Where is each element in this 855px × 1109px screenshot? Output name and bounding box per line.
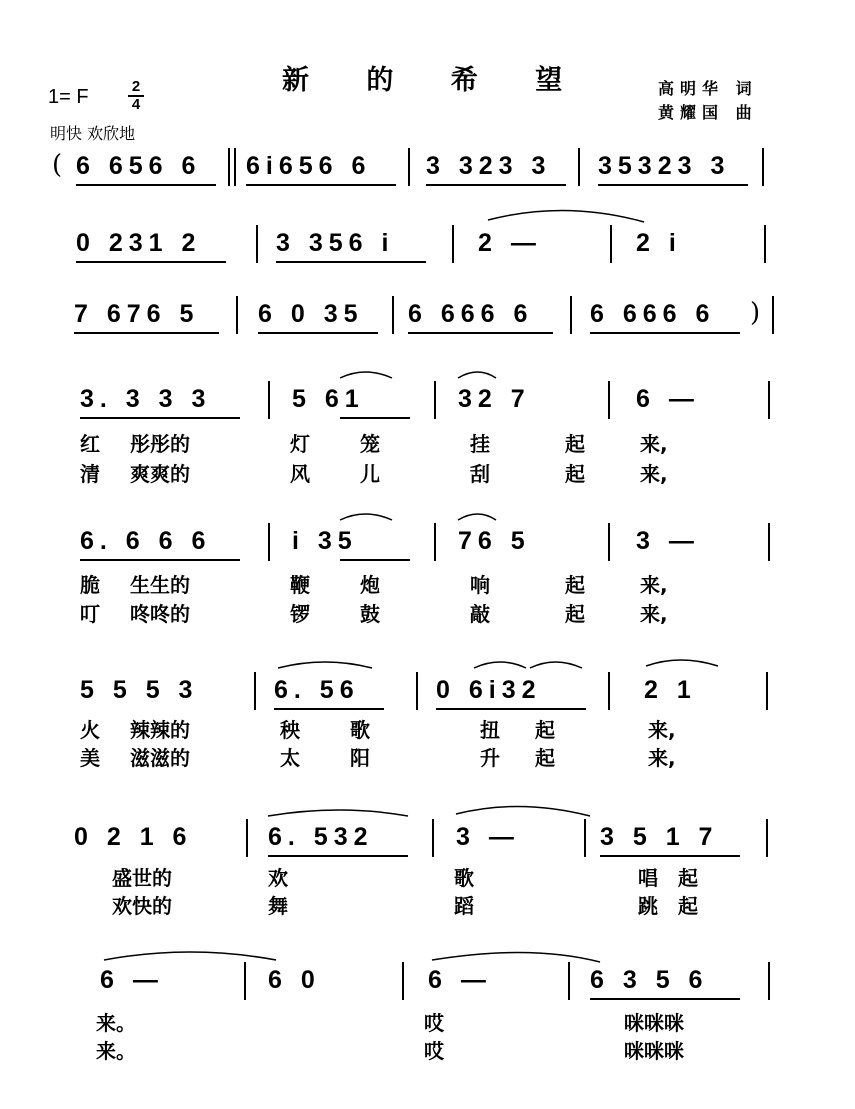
- beam: [246, 184, 396, 186]
- lyric-line: [0, 458, 855, 484]
- measure: 6 —: [636, 385, 700, 413]
- slur: [340, 514, 392, 520]
- lyric-syllable: 起: [565, 573, 585, 597]
- barline: [768, 523, 770, 561]
- lyric-syllable: 来,: [640, 573, 668, 597]
- staff-row-7: [0, 823, 855, 863]
- slur: [340, 372, 392, 378]
- staff-row-4: [0, 385, 855, 425]
- lyric-syllable: 太: [280, 746, 300, 770]
- lyric-syllable: 起: [535, 718, 555, 742]
- lyric-syllable: 刮: [470, 462, 490, 486]
- lyric-syllable: 风: [290, 462, 310, 486]
- measure: 0 231 2: [76, 229, 202, 257]
- barline: [764, 225, 766, 263]
- lyric-line: [0, 862, 855, 888]
- lyric-syllable: 来,: [640, 432, 668, 456]
- lyric-syllable: 生生的: [130, 573, 190, 597]
- staff-row-8: [0, 966, 855, 1006]
- barline: [766, 672, 768, 710]
- measure: i 35: [292, 527, 358, 555]
- repeat-paren-open: (: [52, 150, 63, 180]
- lyric-syllable: 滋滋的: [130, 746, 190, 770]
- slur: [432, 952, 600, 962]
- lyric-syllable: 脆: [80, 573, 100, 597]
- beam: [274, 708, 384, 710]
- lyric-syllable: 咪咪咪: [624, 1039, 684, 1063]
- beam: [340, 417, 410, 419]
- key-signature: 1= F: [48, 86, 89, 108]
- slur: [646, 660, 718, 666]
- staff-row-1: [0, 152, 855, 192]
- measure: 6 666 6: [590, 300, 716, 328]
- lyric-syllable: 唱: [638, 866, 658, 890]
- staff-row-5: [0, 527, 855, 567]
- measure: 6. 532: [268, 823, 374, 851]
- barline: [610, 225, 612, 263]
- lyric-syllable: 炮: [360, 573, 380, 597]
- lyric-syllable: 清: [80, 462, 100, 486]
- barline: [766, 819, 768, 857]
- beam: [340, 559, 410, 561]
- beam: [590, 332, 740, 334]
- barline: [402, 962, 404, 1000]
- lyric-syllable: 来,: [648, 718, 676, 742]
- lyric-syllable: 哎: [424, 1011, 444, 1035]
- barline: [584, 819, 586, 857]
- lyric-syllable: 挂: [470, 432, 490, 456]
- measure: 2 i: [636, 229, 682, 257]
- measure: 5 61: [292, 385, 365, 413]
- barline: [570, 296, 572, 334]
- beam: [436, 708, 586, 710]
- barline: [408, 148, 410, 186]
- slur: [474, 662, 526, 668]
- measure: 5 5 5 3: [80, 676, 199, 704]
- beam: [76, 261, 226, 263]
- lyric-syllable: 蹈: [454, 894, 474, 918]
- barline: [244, 962, 246, 1000]
- lyric-syllable: 美: [80, 746, 100, 770]
- lyric-syllable: 彤彤的: [130, 432, 190, 456]
- lyric-syllable: 秧: [280, 718, 300, 742]
- lyric-syllable: 起: [565, 432, 585, 456]
- barline: [416, 672, 418, 710]
- slur: [456, 806, 590, 816]
- barline: [236, 296, 238, 334]
- lyric-syllable: 咚咚的: [130, 602, 190, 626]
- lyric-line: [0, 569, 855, 595]
- measure: 0 6i32: [436, 676, 542, 704]
- measure: 6. 6 6 6: [80, 527, 212, 555]
- lyric-syllable: 来,: [640, 602, 668, 626]
- measure: 6 666 6: [408, 300, 534, 328]
- lyric-syllable: 来,: [648, 746, 676, 770]
- lyric-syllable: 儿: [360, 462, 380, 486]
- barline: [578, 148, 580, 186]
- barline: [228, 148, 230, 186]
- lyric-line: [0, 714, 855, 740]
- slur: [458, 372, 496, 378]
- lyric-syllable: 盛世的: [112, 866, 172, 890]
- barline: [762, 148, 764, 186]
- lyric-syllable: 响: [470, 573, 490, 597]
- lyric-syllable: 叮: [80, 602, 100, 626]
- beam: [276, 261, 426, 263]
- measure: 2 —: [478, 229, 542, 257]
- beam: [598, 184, 748, 186]
- lyric-syllable: 跳: [638, 894, 658, 918]
- lyric-syllable: 灯: [290, 432, 310, 456]
- lyric-syllable: 咪咪咪: [624, 1011, 684, 1035]
- lyric-line: [0, 428, 855, 454]
- measure: 3 356 i: [276, 229, 395, 257]
- measure: 6. 56: [274, 676, 360, 704]
- barline: [434, 523, 436, 561]
- lyric-syllable: 红: [80, 432, 100, 456]
- barline: [568, 962, 570, 1000]
- barline: [246, 819, 248, 857]
- lyric-syllable: 舞: [268, 894, 288, 918]
- lyric-syllable: 笼: [360, 432, 380, 456]
- barline: [768, 962, 770, 1000]
- lyricist-credit: 高明华 词: [658, 79, 758, 98]
- measure: 3 323 3: [426, 152, 552, 180]
- beam: [600, 855, 740, 857]
- time-signature-bottom: 4: [131, 96, 141, 113]
- lyric-syllable: 来。: [96, 1039, 136, 1063]
- lyric-line: [0, 890, 855, 916]
- lyric-syllable: 扭: [480, 718, 500, 742]
- beam: [426, 184, 566, 186]
- measure: 6 0 35: [258, 300, 364, 328]
- lyric-syllable: 欢快的: [112, 894, 172, 918]
- measure: 76 5: [458, 527, 531, 555]
- measure: 3 —: [456, 823, 520, 851]
- measure: 32 7: [458, 385, 531, 413]
- lyric-line: [0, 1007, 855, 1033]
- measure: 6 —: [428, 966, 492, 994]
- beam: [590, 998, 740, 1000]
- lyric-line: [0, 1035, 855, 1061]
- lyric-syllable: 鼓: [360, 602, 380, 626]
- measure: 2 1: [644, 676, 697, 704]
- lyric-syllable: 敲: [470, 602, 490, 626]
- lyric-syllable: 起: [678, 894, 698, 918]
- staff-row-6: [0, 676, 855, 716]
- lyric-syllable: 歌: [350, 718, 370, 742]
- repeat-paren-close: ): [750, 298, 761, 328]
- staff-row-3: [0, 300, 855, 340]
- beam: [258, 332, 378, 334]
- measure: 6 —: [100, 966, 164, 994]
- lyric-syllable: 起: [535, 746, 555, 770]
- beam: [80, 559, 240, 561]
- beam: [74, 332, 219, 334]
- measure: 6i656 6: [246, 152, 372, 180]
- lyric-syllable: 辣辣的: [130, 718, 190, 742]
- lyric-syllable: 爽爽的: [130, 462, 190, 486]
- barline: [268, 523, 270, 561]
- tempo-marking: 明快 欢欣地: [50, 124, 136, 143]
- barline: [392, 296, 394, 334]
- lyric-syllable: 起: [678, 866, 698, 890]
- measure: 6 656 6: [76, 152, 202, 180]
- lyric-syllable: 鞭: [290, 573, 310, 597]
- barline: [254, 672, 256, 710]
- lyric-syllable: 火: [80, 718, 100, 742]
- measure: 3 5 1 7: [600, 823, 719, 851]
- beam: [268, 855, 408, 857]
- barline: [256, 225, 258, 263]
- lyric-syllable: 起: [565, 602, 585, 626]
- barline: [434, 381, 436, 419]
- slur: [278, 662, 372, 668]
- measure: 6 3 5 6: [590, 966, 709, 994]
- beam: [408, 332, 553, 334]
- barline: [432, 819, 434, 857]
- barline: [608, 672, 610, 710]
- time-signature-top: 2: [131, 78, 141, 95]
- song-title: 新 的 希 望: [282, 65, 587, 96]
- lyric-syllable: 锣: [290, 602, 310, 626]
- measure: 35323 3: [598, 152, 731, 180]
- lyric-syllable: 哎: [424, 1039, 444, 1063]
- lyric-syllable: 来。: [96, 1011, 136, 1035]
- slur: [530, 662, 582, 668]
- lyric-syllable: 歌: [454, 866, 474, 890]
- barline: [772, 296, 774, 334]
- beam: [76, 184, 216, 186]
- barline: [452, 225, 454, 263]
- composer-credit: 黄耀国 曲: [658, 103, 758, 122]
- slur: [104, 952, 276, 960]
- lyric-line: [0, 598, 855, 624]
- measure: 7 676 5: [74, 300, 200, 328]
- barline: [608, 523, 610, 561]
- slur: [488, 210, 644, 222]
- barline: [268, 381, 270, 419]
- measure: 6 0: [268, 966, 321, 994]
- beam: [80, 417, 240, 419]
- lyric-syllable: 来,: [640, 462, 668, 486]
- lyric-syllable: 起: [565, 462, 585, 486]
- time-signature: [128, 80, 144, 112]
- slur: [458, 514, 496, 520]
- staff-row-2: [0, 229, 855, 269]
- measure: 0 2 1 6: [74, 823, 193, 851]
- slur: [268, 810, 408, 816]
- lyric-syllable: 升: [480, 746, 500, 770]
- lyric-line: [0, 742, 855, 768]
- measure: 3. 3 3 3: [80, 385, 212, 413]
- lyric-syllable: 阳: [350, 746, 370, 770]
- barline: [234, 148, 236, 186]
- barline: [608, 381, 610, 419]
- measure: 3 —: [636, 527, 700, 555]
- barline: [768, 381, 770, 419]
- lyric-syllable: 欢: [268, 866, 288, 890]
